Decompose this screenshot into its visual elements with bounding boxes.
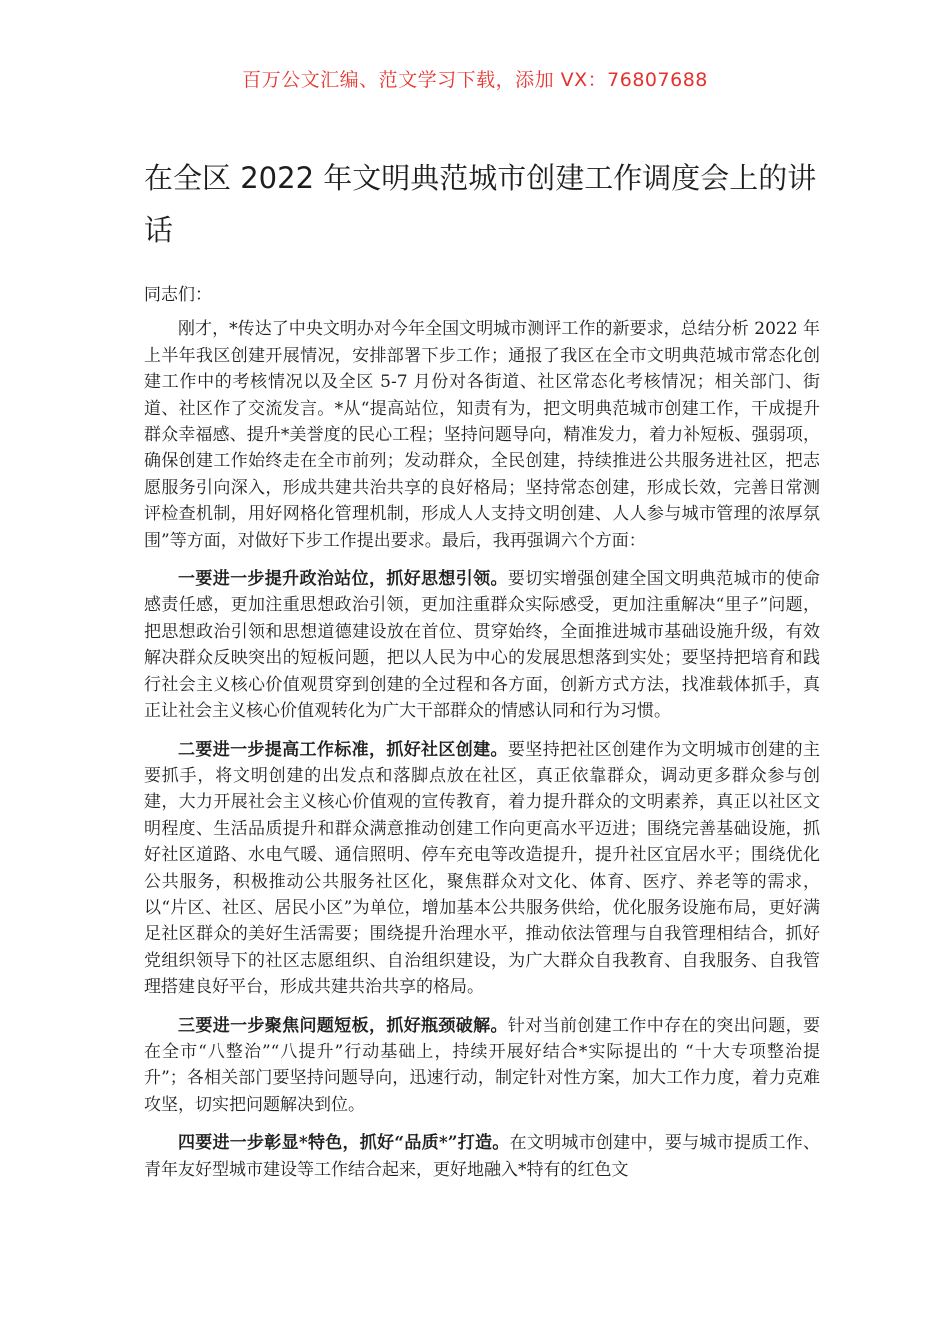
- paragraph-lead: 四要进一步彰显*特色，抓好“品质*”打造。: [178, 1133, 510, 1154]
- paragraph-point-2: [144, 737, 820, 1001]
- paragraph-point-3: [144, 1013, 820, 1119]
- paragraph-text: 要切实增强创建全国文明典范城市的使命感责任感，更加注重思想政治引领，更加注重群众实际感受，更加注重解决“里子”问题，把思想政治引领和思想道德建设放在首位、贯穿始终，全面推进城市基础设施升级，有效解决群众反映突出的短板问题，把以人民为中心的发展思想落到实处；要坚持把培育和践行社会主义核心价值观贯穿到创建的全过程和各方面，创新方式方法，找准载体抓手，真正让社会主义核心价值观转化为广大干部群众的情感认同和行为习惯。: [144, 569, 821, 722]
- paragraph-point-4: [144, 1130, 820, 1183]
- paragraph-text: 刚才，*传达了中央文明办对今年全国文明城市测评工作的新要求，总结分析 2022 年上半年我区创建开展情况，安排部署下步工作；通报了我区在全市文明典范城市常态化创建工作中的考核情况以及全区 5-7 月份对各街道、社区常态化考核情况；相关部门、街道、社区作了交流发言。*从“提高站位，知责有为，把文明典范城市创建工作，干成提升群众幸福感、提升*美誉度的民心工程；坚持问题导向，精准发力，着力补短板、强弱项，确保创建工作始终走在全市前列；发动群众，全民创建，持续推进公共服务进社区，把志愿服务引向深入，形成共建共治共享的良好格局；坚持常态创建，形成长效，完善日常测评检查机制，用好网格化管理机制，形成人人支持文明创建、人人参与城市管理的浓厚氛围”等方面，对做好下步工作提出要求。最后，我再强调六个方面：: [144, 319, 820, 551]
- salutation: 同志们：: [144, 285, 212, 305]
- header-banner: 百万公文汇编、范文学习下载，添加 VX：76807688: [242, 69, 708, 91]
- paragraph-intro: [144, 316, 820, 554]
- paragraph-lead: 三要进一步聚焦问题短板，抓好瓶颈破解。: [178, 1015, 508, 1036]
- paragraph-text: 要坚持把社区创建作为文明城市创建的主要抓手，将文明创建的出发点和落脚点放在社区，真正依靠群众，调动更多群众参与创建，大力开展社会主义核心价值观的宣传教育，着力提升群众的文明素养，真正以社区文明程度、生活品质提升和群众满意推动创建工作向更高水平迈进；围绕完善基础设施，抓好社区道路、水电气暖、通信照明、停车充电等改造提升，提升社区宜居水平；围绕优化公共服务，积极推动公共服务社区化，聚焦群众对文化、体育、医疗、养老等的需求，以“片区、社区、居民小区”为单位，增加基本公共服务供给，优化服务设施布局，更好满足社区群众的美好生活需要；围绕提升治理水平，推动依法管理与自我管理相结合，抓好党组织领导下的社区志愿组织、自治组织建设，为广大群众自我教育、自我服务、自我管理搭建良好平台，形成共建共治共享的格局。: [144, 739, 821, 998]
- paragraph-text: 针对当前创建工作中存在的突出问题，要在全市“八整治”“八提升”行动基础上，持续开展好结合*实际提出的 “十大专项整治提升”；各相关部门要坚持问题导向，迅速行动，制定针对性方案，加大工作力度，着力克难攻坚，切实把问题解决到位。: [144, 1015, 821, 1115]
- paragraph-lead: 二要进一步提高工作标准，抓好社区创建。: [178, 739, 508, 760]
- document-body: [144, 282, 820, 1195]
- document-title: 在全区 2022 年文明典范城市创建工作调度会上的讲话: [144, 161, 817, 247]
- paragraph-point-1: [144, 566, 820, 724]
- paragraph-text: 在文明城市创建中，要与城市提质工作、青年友好型城市建设等工作结合起来，更好地融入*特有的红色文: [144, 1133, 820, 1180]
- paragraph-lead: 一要进一步提升政治站位，抓好思想引领。: [178, 569, 508, 590]
